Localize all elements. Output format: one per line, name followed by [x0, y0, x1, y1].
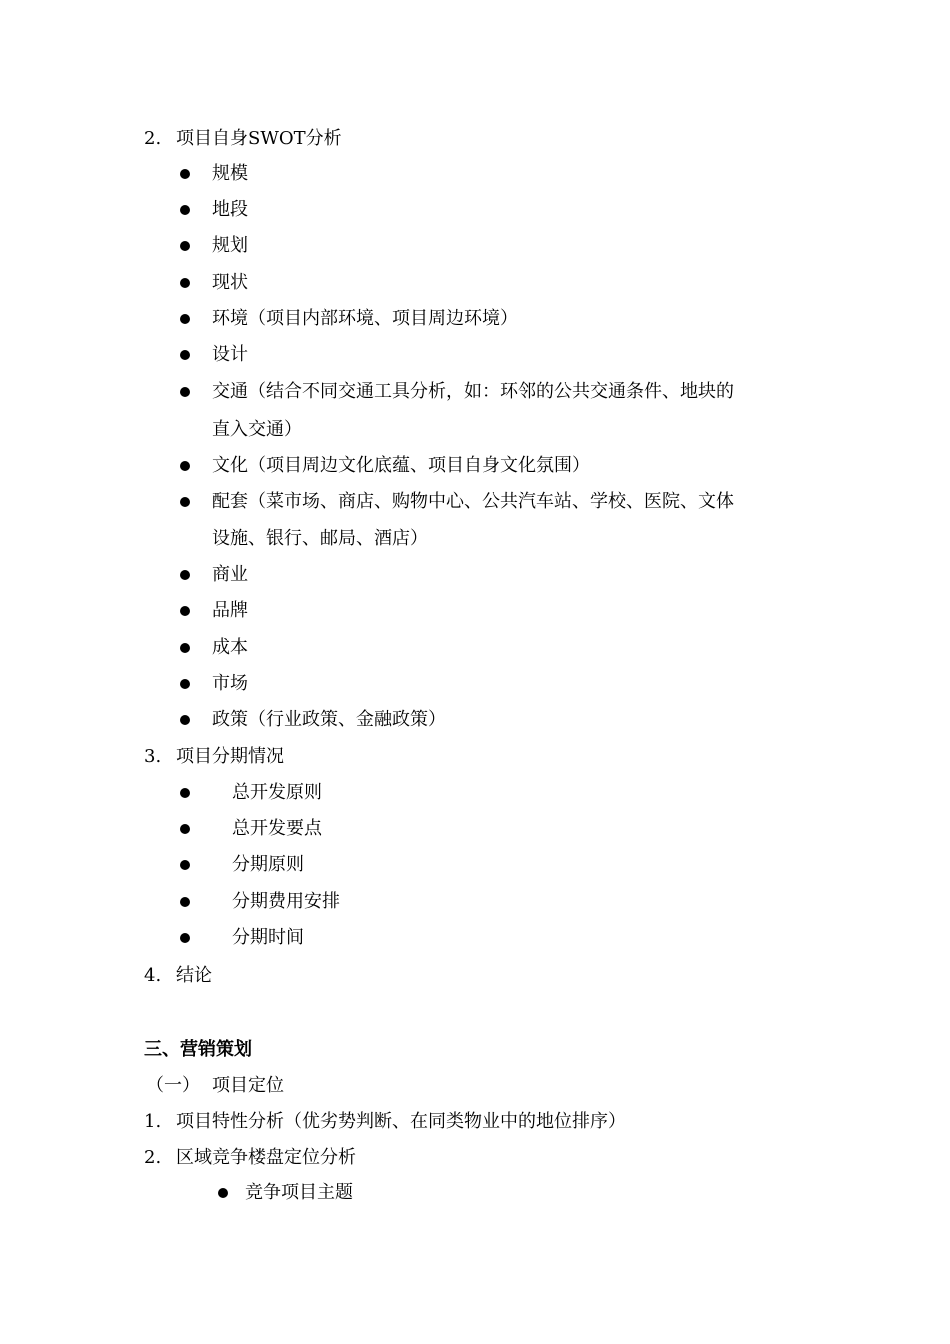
bullet-item: 分期原则	[232, 854, 304, 875]
bullet-item-continuation: 直入交通）	[212, 419, 302, 440]
bullet-item: 政策（行业政策、金融政策）	[212, 709, 446, 730]
bullet-icon	[180, 643, 190, 653]
item-number: 3.	[144, 746, 162, 767]
bullet-icon	[180, 169, 190, 179]
bullet-icon	[180, 606, 190, 616]
bullet-icon	[180, 314, 190, 324]
bullet-item-continuation: 设施、银行、邮局、酒店）	[212, 528, 428, 549]
bullet-icon	[180, 933, 190, 943]
bullet-icon	[180, 715, 190, 725]
bullet-item: 分期时间	[232, 927, 304, 948]
bullet-item: 设计	[212, 344, 248, 365]
bullet-item: 总开发要点	[232, 818, 322, 839]
bullet-item: 市场	[212, 673, 248, 694]
bullet-item: 成本	[212, 637, 248, 658]
bullet-icon	[180, 241, 190, 251]
bullet-item: 规模	[212, 163, 248, 184]
bullet-icon	[180, 205, 190, 215]
item-number: 1.	[144, 1111, 162, 1132]
item-title: 区域竞争楼盘定位分析	[176, 1147, 356, 1168]
bullet-icon	[180, 387, 190, 397]
bullet-item: 分期费用安排	[232, 891, 340, 912]
item-title: 结论	[176, 965, 212, 986]
item-title: 项目自身SWOT分析	[176, 128, 342, 149]
item-number: 4.	[144, 965, 162, 986]
bullet-item: 竞争项目主题	[245, 1182, 353, 1203]
bullet-item: 总开发原则	[232, 782, 322, 803]
bullet-item: 环境（项目内部环境、项目周边环境）	[212, 308, 518, 329]
item-title: 项目分期情况	[176, 746, 284, 767]
bullet-item: 商业	[212, 564, 248, 585]
bullet-icon	[180, 461, 190, 471]
bullet-item: 品牌	[212, 600, 248, 621]
item-title: 项目特性分析（优劣势判断、在同类物业中的地位排序）	[176, 1111, 626, 1132]
bullet-item: 现状	[212, 272, 248, 293]
item-number: 2.	[144, 128, 162, 149]
bullet-item: 交通（结合不同交通工具分析，如：环邻的公共交通条件、地块的	[212, 381, 734, 402]
bullet-item: 规划	[212, 235, 248, 256]
subsection-title: 项目定位	[212, 1075, 284, 1096]
bullet-icon	[180, 350, 190, 360]
bullet-item: 地段	[212, 199, 248, 220]
bullet-icon	[180, 788, 190, 798]
bullet-icon	[180, 897, 190, 907]
item-number: 2.	[144, 1147, 162, 1168]
bullet-icon	[180, 278, 190, 288]
bullet-icon	[180, 497, 190, 507]
bullet-item: 配套（菜市场、商店、购物中心、公共汽车站、学校、医院、文体	[212, 491, 734, 512]
subsection-label: （一）	[146, 1075, 200, 1096]
bullet-icon	[180, 679, 190, 689]
chapter-heading: 三、营销策划	[144, 1039, 252, 1060]
bullet-icon	[180, 860, 190, 870]
bullet-icon	[180, 570, 190, 580]
bullet-icon	[180, 824, 190, 834]
bullet-item: 文化（项目周边文化底蕴、项目自身文化氛围）	[212, 455, 590, 476]
bullet-icon	[218, 1188, 228, 1198]
